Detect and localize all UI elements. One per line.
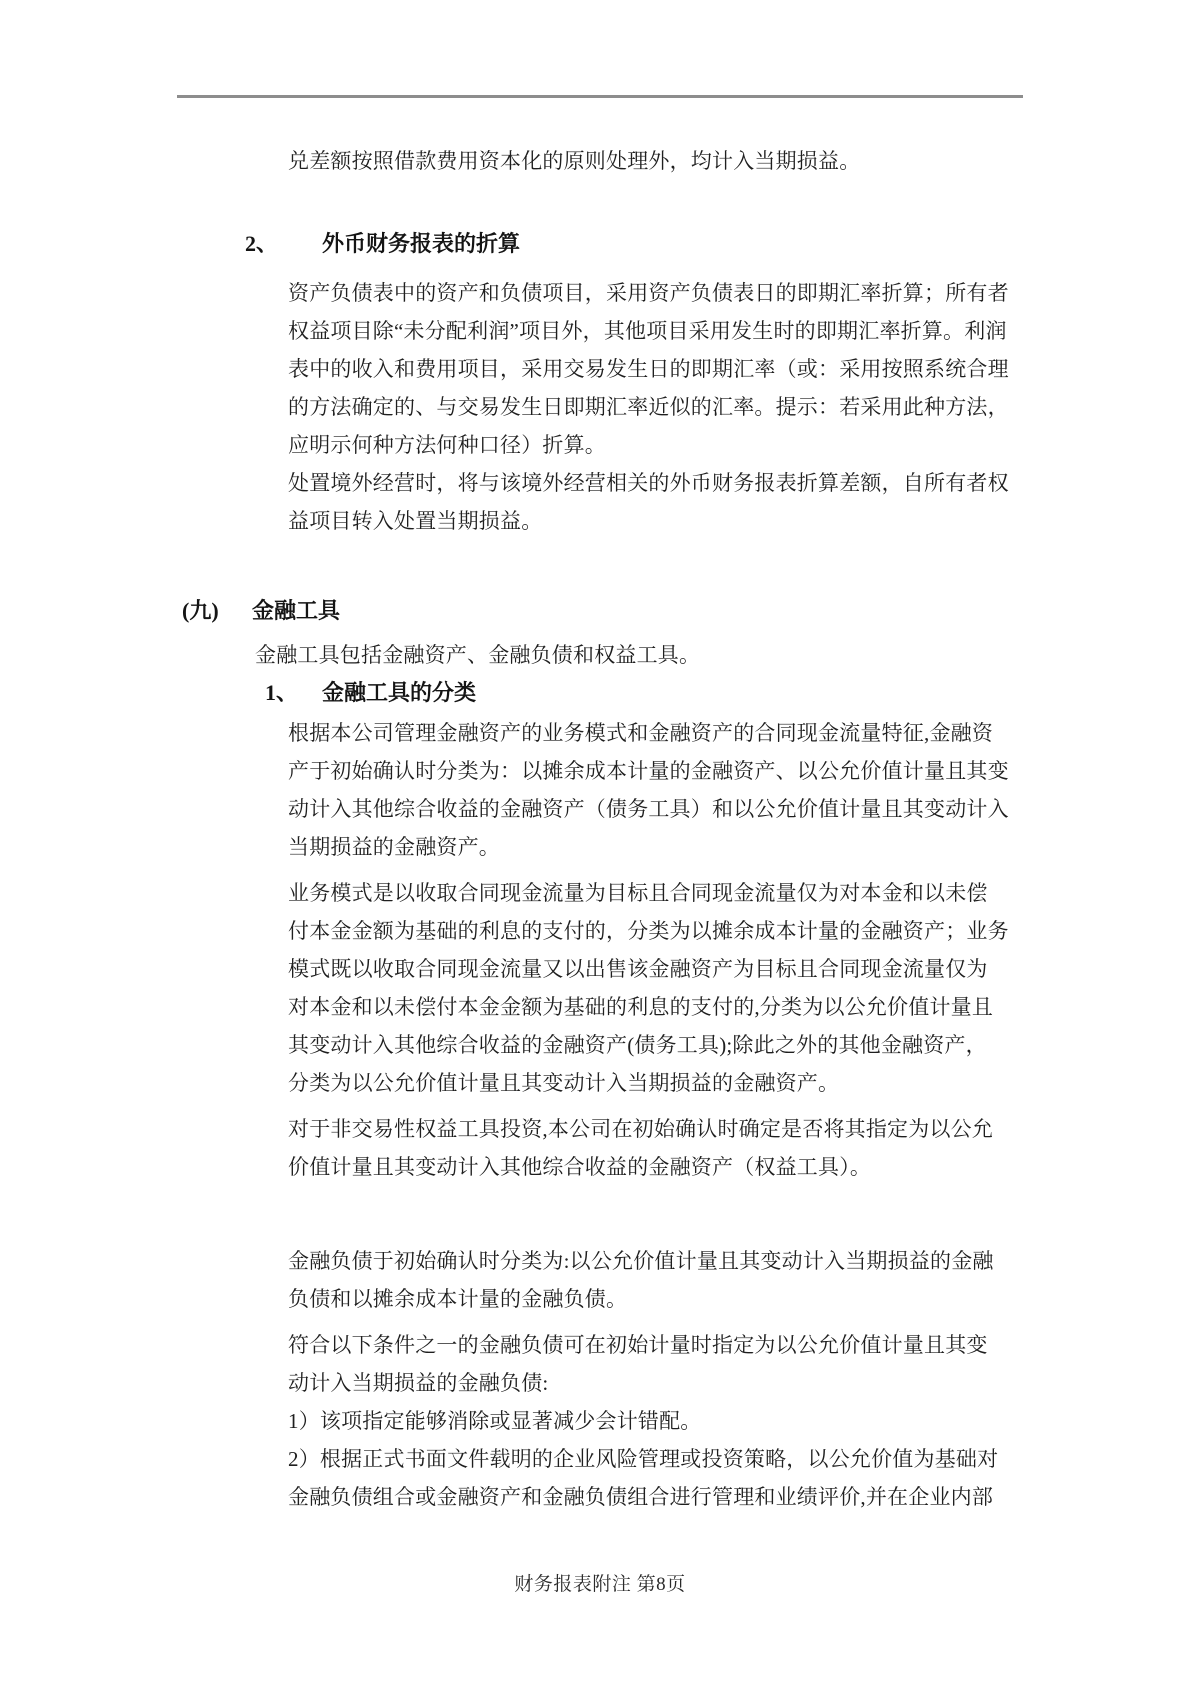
header-rule [177,95,1023,98]
text-line: 对本金和以未偿付本金金额为基础的利息的支付的,分类为以公允价值计量且 [288,995,994,1019]
section-number: 2、 [245,231,279,256]
text-line: 分类为以公允价值计量且其变动计入当期损益的金融资产。 [288,1071,840,1095]
text-line: 根据本公司管理金融资产的业务模式和金融资产的合同现金流量特征,金融资 [288,721,994,745]
text-line: 付本金金额为基础的利息的支付的，分类为以摊余成本计量的金融资产；业务 [288,919,1009,943]
list-item-risk-management [0,1440,1200,1516]
paragraph-disposal-foreign-operation [0,464,1200,540]
text-line: 动计入其他综合收益的金融资产（债务工具）和以公允价值计量且其变动计入 [288,797,1009,821]
text-line: 处置境外经营时，将与该境外经营相关的外币财务报表折算差额，自所有者权 [288,471,1009,495]
section-number: 1、 [265,680,299,705]
text-line: 负债和以摊余成本计量的金融负债。 [288,1287,628,1311]
text-line: 对于非交易性权益工具投资,本公司在初始确认时确定是否将其指定为以公允 [288,1117,994,1141]
text-line: 1）该项指定能够消除或显著减少会计错配。 [288,1409,702,1433]
text-line: 2）根据正式书面文件载明的企业风险管理或投资策略，以公允价值为基础对 [288,1447,999,1471]
section-title: 外币财务报表的折算 [322,231,521,256]
paragraph-equity-designation [0,1110,1200,1186]
heading-financial-instruments [0,592,1200,630]
text-line: 产于初始确认时分类为：以摊余成本计量的金融资产、以公允价值计量且其变 [288,759,1009,783]
list-item-accounting-mismatch [0,1402,1200,1440]
text-line: 模式既以收取合同现金流量又以出售该金融资产为目标且合同现金流量仅为 [288,957,988,981]
text-line: 资产负债表中的资产和负债项目，采用资产负债表日的即期汇率折算；所有者 [288,281,1009,305]
heading-fi-classification [0,674,1200,712]
page-footer: 财务报表附注 第8页 [514,1574,686,1595]
paragraph-translation-rules [0,274,1200,464]
section-title: 金融工具的分类 [322,680,477,705]
text-line: 兑差额按照借款费用资本化的原则处理外，均计入当期损益。 [288,149,861,173]
section-number: (九) [182,598,219,623]
text-line: 的方法确定的、与交易发生日即期汇率近似的汇率。提示：若采用此种方法， [288,395,1009,419]
text-line: 表中的收入和费用项目，采用交易发生日的即期汇率（或：采用按照系统合理 [288,357,1009,381]
text-line: 金融负债组合或金融资产和金融负债组合进行管理和业绩评价,并在企业内部 [288,1485,994,1509]
document-content [0,142,1200,1516]
paragraph-liability-designation [0,1326,1200,1402]
text-line: 应明示何种方法何种口径）折算。 [288,433,606,457]
text-line: 金融负债于初始确认时分类为:以公允价值计量且其变动计入当期损益的金融 [288,1249,994,1273]
text-line: 当期损益的金融资产。 [288,835,500,859]
text-line: 价值计量且其变动计入其他综合收益的金融资产（权益工具）。 [288,1155,872,1179]
text-line: 其变动计入其他综合收益的金融资产(债务工具);除此之外的其他金融资产， [288,1033,987,1057]
text-line: 益项目转入处置当期损益。 [288,509,543,533]
text-line: 权益项目除“未分配利润”项目外，其他项目采用发生时的即期汇率折算。利润 [288,319,1007,343]
text-line: 符合以下条件之一的金融负债可在初始计量时指定为以公允价值计量且其变 [288,1333,988,1357]
paragraph-liability-classes [0,1242,1200,1318]
paragraph-asset-classes [0,714,1200,866]
text-line: 动计入当期损益的金融负债: [288,1371,549,1395]
paragraph-fi-intro [0,636,1200,674]
paragraph-exchange-difference [0,142,1200,180]
section-title: 金融工具 [252,598,341,623]
text-line: 金融工具包括金融资产、金融负债和权益工具。 [255,643,701,667]
paragraph-business-model [0,874,1200,1102]
text-line: 业务模式是以收取合同现金流量为目标且合同现金流量仅为对本金和以未偿 [288,881,988,905]
heading-foreign-currency-translation [0,225,1200,263]
